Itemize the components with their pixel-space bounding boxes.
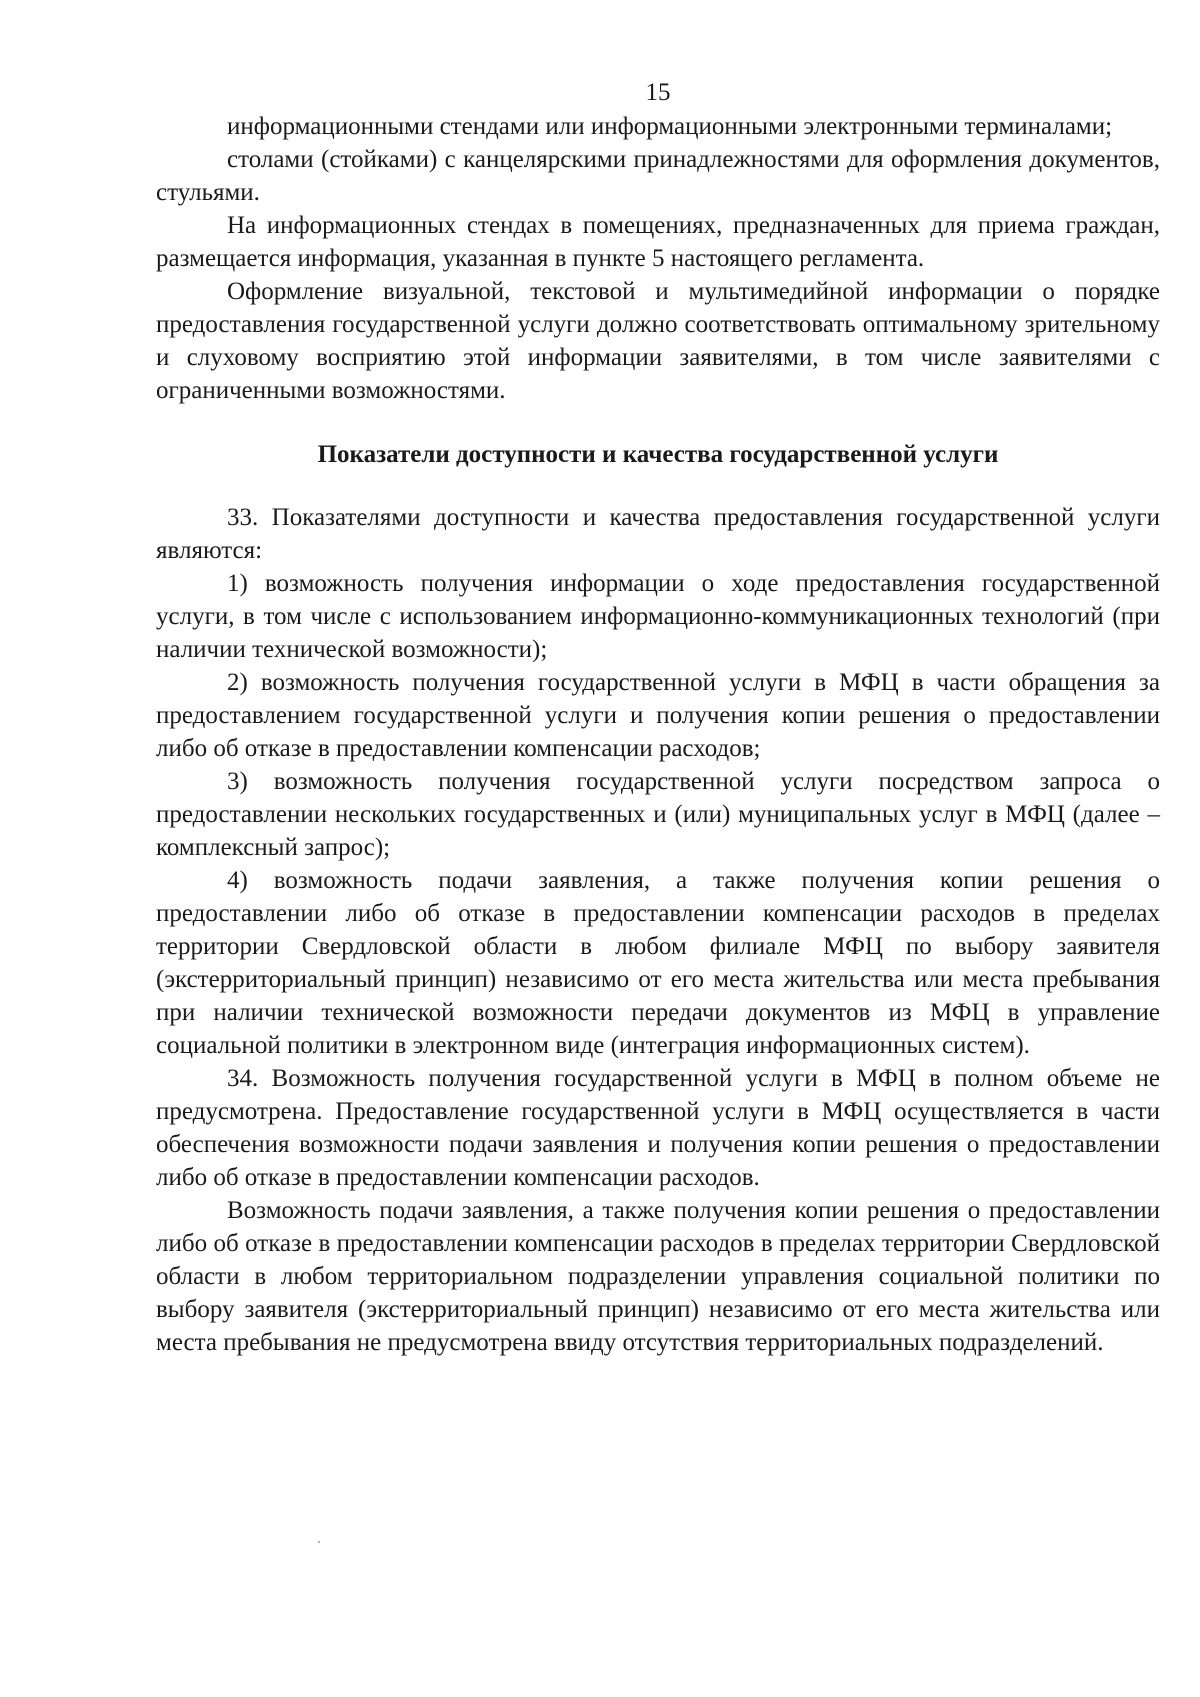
page-number: 15: [645, 79, 671, 106]
document-page: [156, 78, 1160, 1359]
paragraph-visual-info: Оформление визуальной, текстовой и мультимедийной информации о порядке предоставления государственной услуги должно соответствовать оптимальному зрительному и слуховому восприятию этой информации заявителями, в том числе заявителями с ограниченными возможностями.: [156, 278, 1160, 404]
section-bottom: [156, 501, 1160, 1359]
paragraph-info-stands: На информационных стендах в помещениях, предназначенных для приема граждан, размещается информация, указанная в пункте 5 настоящего регламента.: [156, 212, 1160, 272]
list-item-3: 3) возможность получения государственной услуги посредством запроса о предоставлении нескольких государственных и (или) муниципальных услуг в МФЦ (далее – комплексный запрос);: [156, 768, 1160, 861]
scan-artifact: [318, 1541, 320, 1543]
paragraph-stands: информационными стендами или информационными электронными терминалами;: [227, 113, 1113, 140]
paragraph-item-34: 34. Возможность получения государственной услуги в МФЦ в полном объеме не предусмотрена. Предоставление государственной услуги в МФЦ осуществляется в части обеспечения возможности подачи заявления и получения копии решения о предоставлении либо об отказе в предоставлении компенсации расходов.: [156, 1065, 1160, 1191]
list-item-2: 2) возможность получения государственной услуги в МФЦ в части обращения за предоставлением государственной услуги и получения копии решения о предоставлении либо об отказе в предоставлении компенсации расходов;: [156, 669, 1160, 762]
paragraph-item-33: 33. Показателями доступности и качества предоставления государственной услуги являются:: [156, 504, 1160, 564]
list-item-1: 1) возможность получения информации о ходе предоставления государственной услуги, в том числе с использованием информационно-коммуникационных технологий (при наличии технической возможности);: [156, 570, 1160, 663]
section-top: [156, 110, 1160, 407]
section-heading: Показатели доступности и качества государственной услуги: [317, 441, 999, 468]
list-item-4: 4) возможность подачи заявления, а также получения копии решения о предоставлении либо об отказе в предоставлении компенсации расходов в пределах территории Свердловской области в любом филиале МФЦ по выбору заявителя (экстерриториальный принцип) независимо от его места жительства или места пребывания при наличии технической возможности передачи документов из МФЦ в управление социальной политики в электронном виде (интеграция информационных систем).: [156, 867, 1160, 1059]
paragraph-extraterritorial: Возможность подачи заявления, а также получения копии решения о предоставлении либо об отказе в предоставлении компенсации расходов в пределах территории Свердловской области в любом территориальном подразделении управления социальной политики по выбору заявителя (экстерриториальный принцип) независимо от его места жительства или места пребывания не предусмотрена ввиду отсутствия территориальных подразделений.: [156, 1197, 1160, 1356]
paragraph-tables: столами (стойками) с канцелярскими принадлежностями для оформления документов, стульями.: [156, 146, 1160, 206]
